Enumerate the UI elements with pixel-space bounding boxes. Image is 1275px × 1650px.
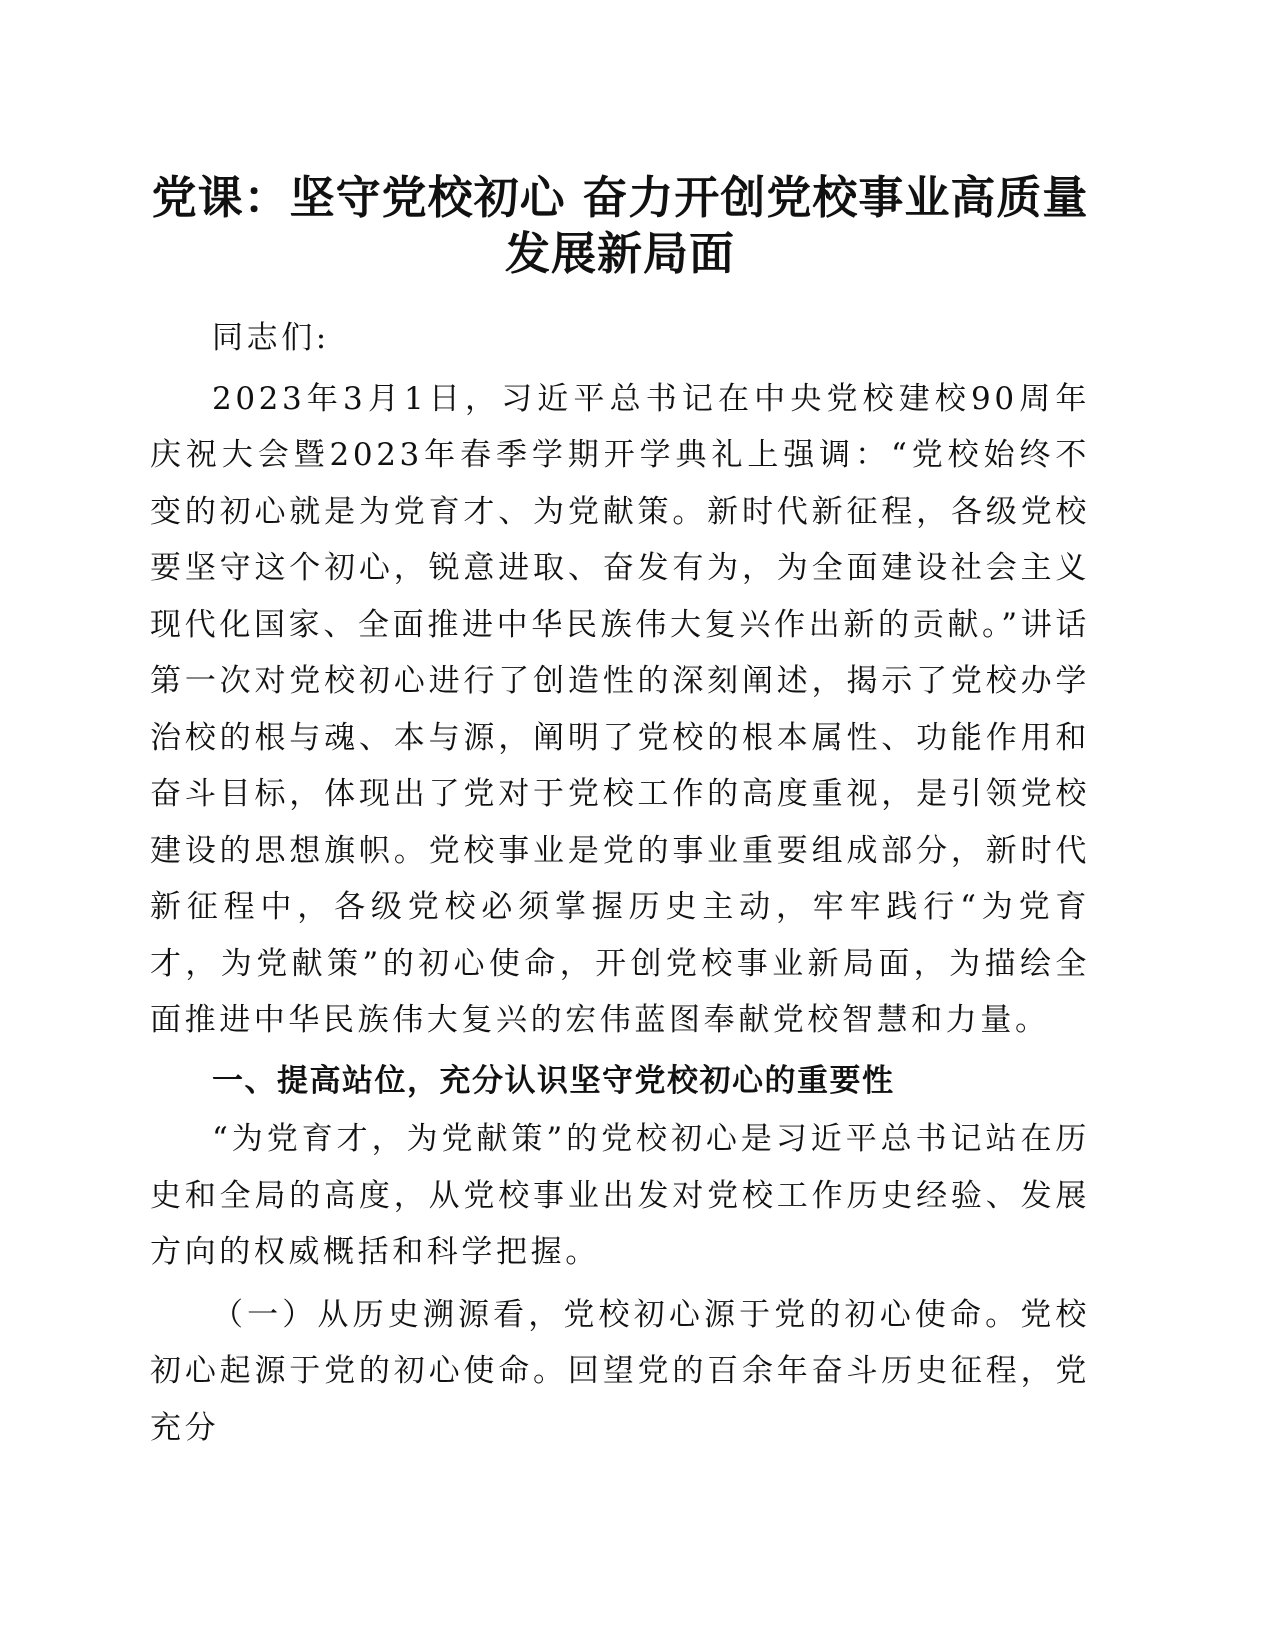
paragraph-subsection-1: （一）从历史溯源看，党校初心源于党的初心使命。党校初心起源于党的初心使命。回望党的百余年奋斗历史征程，党充分 [150,1296,1090,1446]
title-line-2: 发展新局面 [504,227,735,280]
paragraph-section-1: “为党育才，为党献策”的党校初心是习近平总书记站在历史和全局的高度，从党校事业出发对党校工作历史经验、发展方向的权威概括和科学把握。 [150,1121,1090,1270]
section-heading-1: 一、提高站位，充分认识坚守党校初心的重要性 [212,1062,895,1099]
greeting: 同志们: [212,320,330,356]
document-body [150,310,1090,1456]
title-line-1: 党课：坚守党校初心 奋力开创党校事业高质量 [151,171,1089,224]
paragraph-intro: 2023年3月1日，习近平总书记在中央党校建校90周年庆祝大会暨2023年春季学期开学典礼上强调：“党校始终不变的初心就是为党育才、为党献策。新时代新征程，各级党校要坚守这个初心，锐意进取、奋发有为，为全面建设社会主义现代化国家、全面推进中华民族伟大复兴作出新的贡献。”讲话第一次对党校初心进行了创造性的深刻阐述，揭示了党校办学治校的根与魂、本与源，阐明了党校的根本属性、功能作用和奋斗目标，体现出了党对于党校工作的高度重视，是引领党校建设的思想旗帜。党校事业是党的事业重要组成部分，新时代新征程中，各级党校必须掌握历史主动，牢牢践行“为党育才，为党献策”的初心使命，开创党校事业新局面，为描绘全面推进中华民族伟大复兴的宏伟蓝图奉献党校智慧和力量。 [150,380,1090,1038]
document-title [150,170,1090,282]
document-page [150,170,1090,1456]
